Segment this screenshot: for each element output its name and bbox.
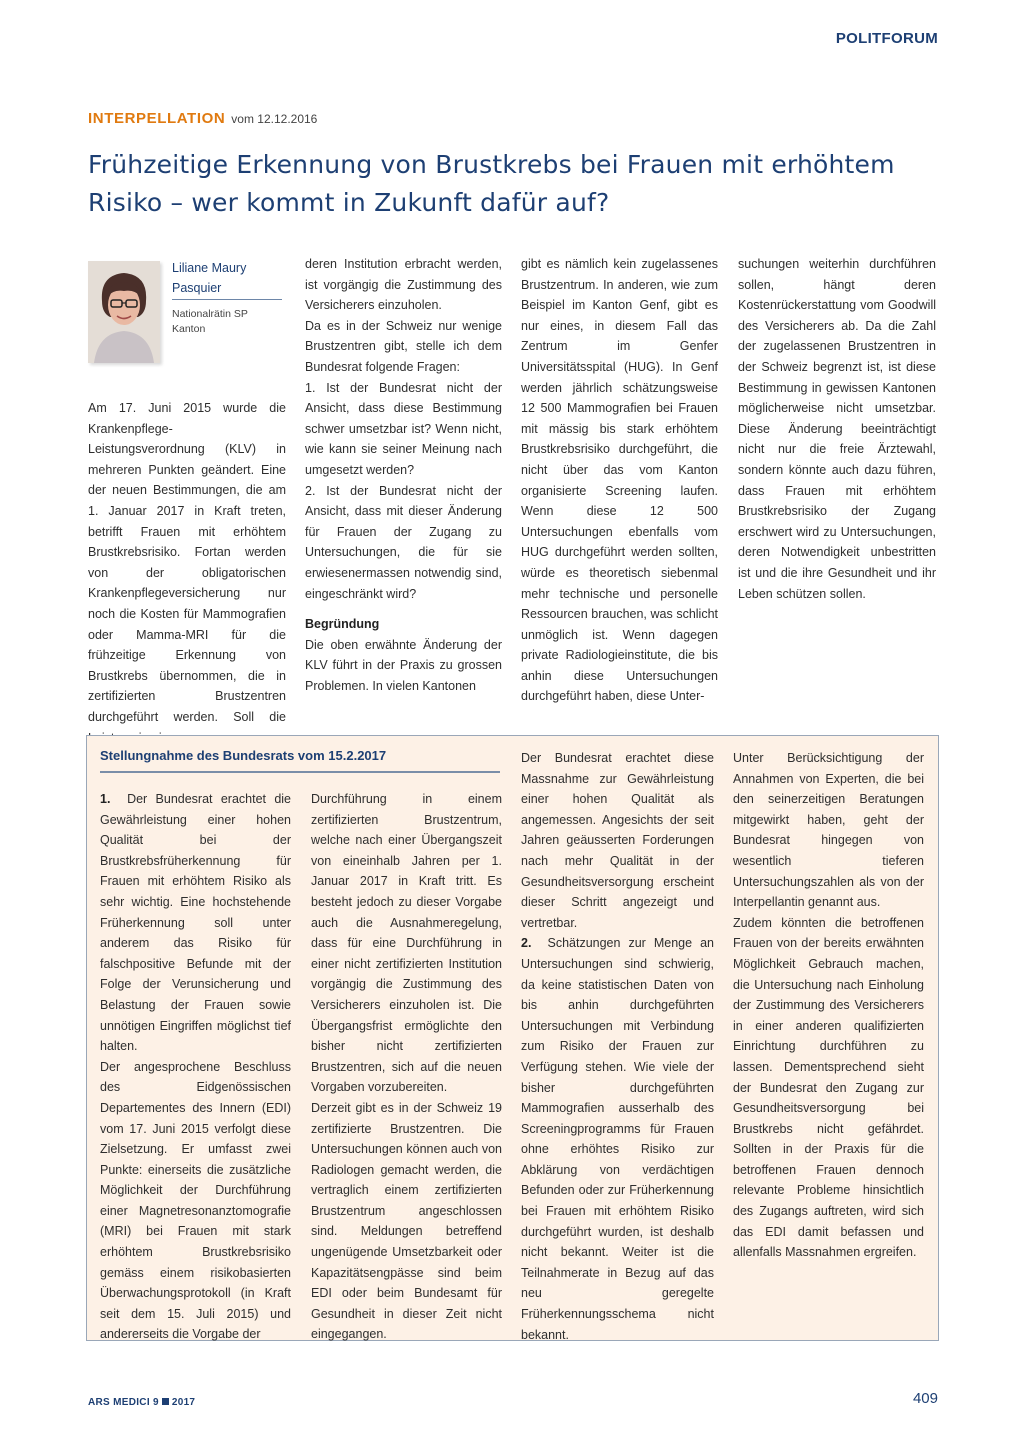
paragraph: Am 17. Juni 2015 wurde die Krankenpflege-Leistungsverordnung (KLV) in mehreren Punkten geändert. Eine der neuen Bestimmungen, die am 1. Januar 2017 in Kraft treten, betrifft Frauen mit erhöhtem Brustkrebsrisiko. Fortan werden von der obligatorischen Krankenpflegeversicherung nur noch die Kosten für Mammografien oder Mamma-MRI für die frühzeitige Erkennung von Brustkrebs übernommen, die in zertifizierten Brustzentren durchgeführt werden. Soll die bbox=[88, 401, 286, 724]
point-number: 1. bbox=[100, 792, 111, 806]
page-number: 409 bbox=[912, 1390, 938, 1407]
paragraph-text: Der Bundesrat erachtet die Gewährleistung einer hohen Qualität bei der Brustkrebsfrüherkennung für Frauen mit erhöhtem Risiko als sehr wichtig. Eine hochstehende Früherkennung soll unter anderem das Risiko für falschpositive Befunde mit der Folge der Verunsicherung und Belastung der Frauen sowie unnötigen Eingriffen möglichst tief halten. bbox=[100, 792, 291, 1054]
kicker-label: INTERPELLATION bbox=[88, 110, 226, 127]
square-separator-icon bbox=[162, 1398, 169, 1405]
paragraph: Die oben erwähnte Änderung der KLV führt in der Praxis zu grossen Problemen. In vielen Kantonen bbox=[305, 637, 502, 693]
kicker-date: vom 12.12.2016 bbox=[231, 112, 318, 126]
statement-column-4 bbox=[733, 748, 924, 1263]
section-label: POLITFORUM bbox=[835, 30, 938, 47]
author-role: Nationalrätin SP Kanton bbox=[172, 308, 248, 335]
author-photo bbox=[88, 261, 160, 363]
journal-name: ARS MEDICI 9 bbox=[88, 1397, 159, 1408]
author-portrait-icon bbox=[88, 261, 160, 363]
article-kicker bbox=[88, 110, 317, 127]
paragraph-text: Schätzungen zur Menge an Untersuchungen sind schwierig, da keine statistischen Daten von bis anhin durchgeführten Untersuchungen mit Verbindung zum Risiko der Frauen zur Verfügung stehen. Wie viele der bisher durchgeführten Mammografien ausserhalb des Screeningprogramms für Frauen ohne erhöhtes Risiko zur Abklärung von verdächtigen Befunden oder zur Früherkennung bei Frauen mit erhöhtem Risiko durchgeführt wurden, ist deshalb nicht bekannt. Weiter ist die Teilnahmerate in Bezug auf das neu geregelte Früherkennungsschema nicht bekannt. bbox=[521, 936, 714, 1342]
journal-footer bbox=[88, 1397, 195, 1408]
statement-title: Stellungnahme des Bundesrats vom 15.2.2017 bbox=[100, 748, 387, 763]
author-name: Liliane Maury Pasquier bbox=[172, 261, 247, 295]
paragraph: deren Institution erbracht werden, ist vorgängig die Zustimmung des Versicherers einzuholen. bbox=[305, 257, 502, 313]
paragraph: Derzeit gibt es in der Schweiz 19 zertifizierte Brustzentren. Die Untersuchungen können auch von Radiologen gemacht werden, die vertraglich einem zertifizierten Brustzentrum angeschlossen sind. Meldungen betreffend ungenügende Umsetzbarkeit oder Kapazitätsengpässe sind beim EDI oder beim Bundesamt für Gesundheit in dieser Zeit nicht eingegangen. bbox=[311, 1100, 502, 1342]
paragraph: Durchführung in einem zertifizierten Brustzentrum, welche nach einer Übergangszeit von eineinhalb Jahren per 1. Januar 2017 in Kraft tritt. Es besteht jedoch zu dieser Vorgabe auch die Ausnahmeregelung, dass für eine Durchführung in einer nicht zertifizierten Institution vorgängig die Zustimmung des Versicherers einzuholen ist. Die Übergangsfrist ermöglichte den bisher nicht zertifizierten Brustzentren, sich auf die neuen Vorgaben vorzubereiten. bbox=[311, 792, 502, 1095]
paragraph: suchungen weiterhin durchführen sollen, hängt deren Kostenrückerstattung vom Goodwill des Versicherers ab. Da die Zahl der zugelassenen Brustzentren in der Schweiz begrenzt ist, ist diese Bestimmung in gewissen Kantonen möglicherweise nicht umsetzbar. Diese Änderung beeinträchtigt nicht nur die freie Ärztewahl, sondern könnte auch dazu führen, dass Frauen mit erhöhtem Brustkrebsrisiko der Zugang erschwert wird zu Untersuchungen, deren Notwendigkeit unbestritten ist und die ihre Gesundheit und ihr Leben schützen sollen. bbox=[738, 257, 936, 601]
article-column-1 bbox=[88, 398, 286, 748]
author-block bbox=[172, 258, 282, 337]
paragraph bbox=[521, 933, 714, 1345]
statement-column-1 bbox=[100, 789, 291, 1345]
paragraph bbox=[100, 789, 291, 1057]
paragraph: gibt es nämlich kein zugelassenes Brustzentrum. In anderen, wie zum Beispiel im Kanton Genf, gibt es nur eines, in diesem Fall das Zentrum im Genfer Universitätsspital (HUG). In Genf werden jährlich schätzungsweise 12 500 Mammografien bei Frauen mit mässig bis stark erhöhtem Brustkrebsrisiko durchgeführt, die nicht über das vom Kanton organisierte Screening laufen. Wenn diese 12 500 Untersuchungen ebenfalls vom HUG durchgeführt werden sollten, würde es theoretisch siebenmal mehr technische und personelle Ressourcen brauchen, was schlicht unmöglich ist. Wenn dagegen private Radiologieinstitute, die bis anhin diese Untersuchungen durchgeführt haben, diese Unter- bbox=[521, 257, 718, 704]
paragraph: Der angesprochene Beschluss des Eidgenössischen Departementes des Innern (EDI) vom 17. Juni 2015 verfolgt diese Zielsetzung. Er umfasst zwei Punkte: einerseits die zusätzliche Möglichkeit der Durchführung einer Magnetresonanztomografie (MRI) bei Frauen mit stark erhöhtem Brustkrebsrisiko gemäss einem risikobasierten Überwachungsprotokoll (in Kraft seit dem 15. Juli 2015) und andererseits die Vorgabe der bbox=[100, 1059, 291, 1342]
paragraph: Der Bundesrat erachtet diese Massnahme zur Gewährleistung einer hohen Qualität als angemessen. Angesichts der seit Jahren geäusserten Forderungen nach mehr Qualität in der Gesundheitsversorgung erscheint dieser Schritt angezeigt und vertretbar. bbox=[521, 751, 714, 930]
article-column-3 bbox=[521, 254, 718, 707]
point-number: 2. bbox=[521, 936, 532, 951]
article-title: Frühzeitige Erkennung von Brustkrebs bei Frauen mit erhöhtem Risiko – wer kommt in Zukunft dafür auf? bbox=[88, 150, 895, 217]
author-divider bbox=[172, 299, 282, 300]
statement-divider bbox=[100, 771, 500, 773]
statement-column-2 bbox=[311, 789, 502, 1345]
paragraph: Zudem könnten die betroffenen Frauen von der bereits erwähnten Möglichkeit Gebrauch machen, die Untersuchung nach Einholung der Zustimmung des Versicherers in einer anderen qualifizierten Einrichtung durchführen zu lassen. Dementsprechend sieht der Bundesrat den Zugang zur Gesundheitsversorgung bei Brustkrebs nicht gefährdet. Sollten in der Praxis für die betroffenen Frauen dennoch relevante Probleme hinsichtlich des Zugangs auftreten, wird sich das EDI damit befassen und allenfalls Massnahmen ergreifen. bbox=[733, 915, 924, 1260]
article-column-2 bbox=[305, 254, 502, 696]
article-column-4 bbox=[738, 254, 936, 604]
statement-column-3 bbox=[521, 748, 714, 1345]
paragraph: Unter Berücksichtigung der Annahmen von Experten, die bei den seinerzeitigen Beratungen mitgewirkt haben, geht der Bundesrat hingegen von wesentlich tieferen Untersuchungszahlen als von der Interpellantin genannt aus. bbox=[733, 751, 924, 910]
reason-heading: Begründung bbox=[305, 617, 380, 632]
journal-year: 2017 bbox=[171, 1397, 196, 1408]
paragraph: Da es in der Schweiz nur wenige Brustzentren gibt, stelle ich dem Bundesrat folgende Fragen: bbox=[305, 318, 502, 374]
question-1: 1. Ist der Bundesrat nicht der Ansicht, dass diese Bestimmung schwer umsetzbar ist? Wenn nicht, wie kann sie seiner Meinung nach umgesetzt werden? bbox=[305, 380, 502, 477]
question-2: 2. Ist der Bundesrat nicht der Ansicht, dass mit dieser Änderung für Frauen der Zugang zu Untersuchungen, die für sie erwiesenermassen notwendig sind, eingeschränkt wird? bbox=[305, 483, 502, 601]
